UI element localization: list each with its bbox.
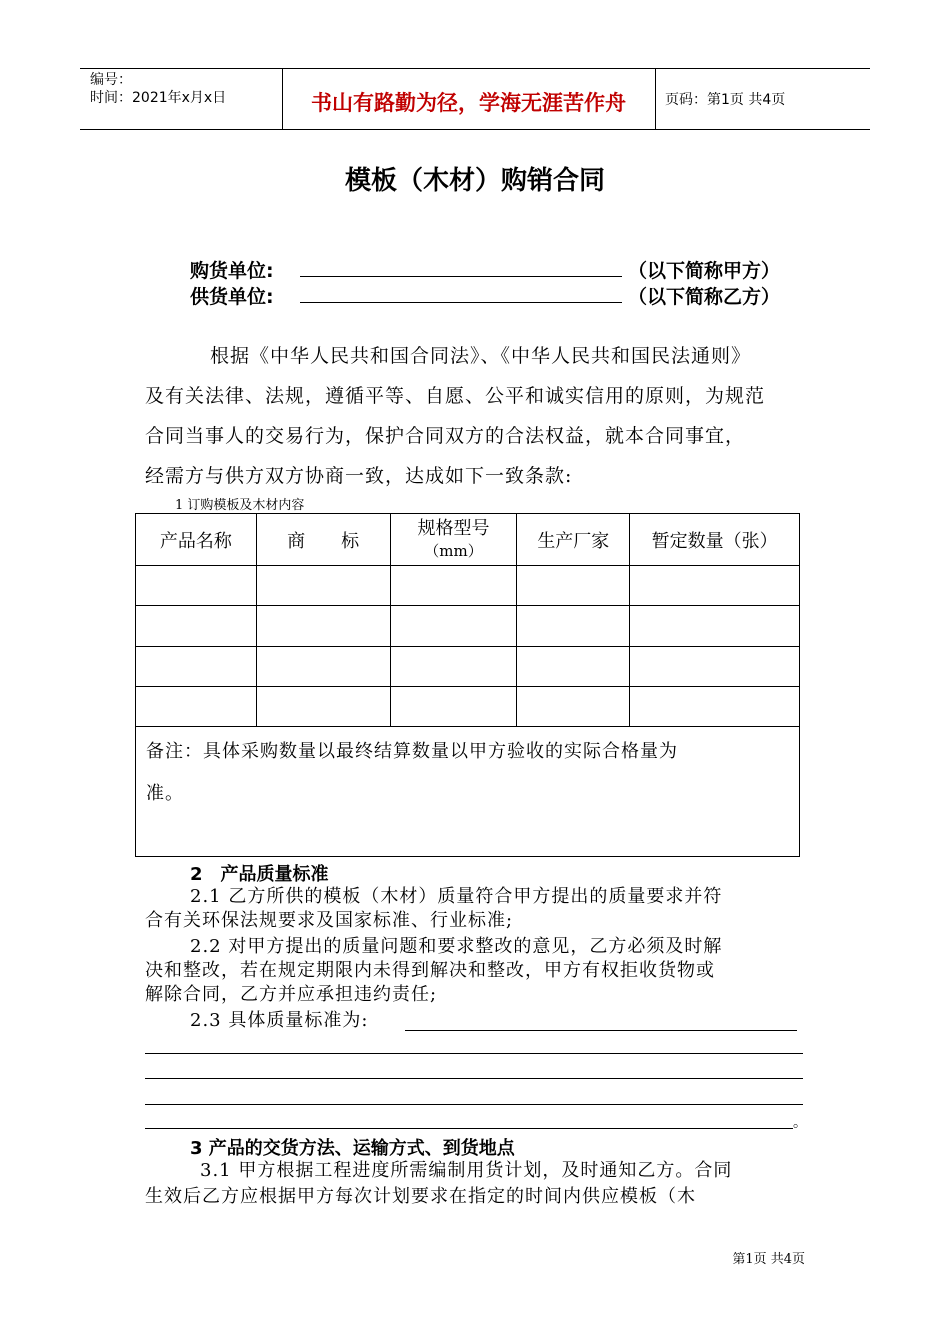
table-row [136,566,800,606]
section3-line: 生效后乙方应根据甲方每次计划要求在指定的时间内供应模板（木 [145,1186,696,1207]
table-row [136,606,800,647]
col-header-spec-line1: 规格型号 [417,517,490,539]
section2-line: 解除合同，乙方并应承担违约责任; [145,984,438,1005]
quality-standard-blank-line[interactable] [145,1104,803,1105]
table-row [136,687,800,727]
header-motto: 书山有路勤为径，学海无涯苦作舟 [311,91,626,115]
table-cell[interactable] [517,566,630,606]
document-number-label: 编号： [90,72,132,88]
page-header [80,68,870,130]
intro-line: 根据《中华人民共和国合同法》、《中华人民共和国民法通则》 [210,345,752,367]
col-header-trademark: 商 标 [256,514,390,566]
table-cell[interactable] [630,566,800,606]
table-note-line: 备注：具体采购数量以最终结算数量以甲方验收的实际合格量为 [146,741,678,762]
table-cell[interactable] [517,647,630,687]
document-date-label: 时间：2021年x月x日 [90,90,227,106]
section2-line: 决和整改，若在规定期限内未得到解决和整改，甲方有权拒收货物或 [145,960,715,981]
table-note-row [136,727,800,857]
table-cell[interactable] [256,647,390,687]
seller-label: 供货单位: [190,286,274,308]
table-cell[interactable] [256,606,390,647]
intro-line: 经需方与供方双方协商一致，达成如下一致条款: [145,465,573,487]
col-header-product: 产品名称 [136,514,257,566]
table-cell[interactable] [390,687,517,727]
section2-title: 2 产品质量标准 [190,864,329,885]
goods-table [135,513,800,857]
section2-line: 2.2 对甲方提出的质量问题和要求整改的意见，乙方必须及时解 [190,936,723,957]
section3-line: 3.1 甲方根据工程进度所需编制用货计划，及时通知乙方。合同 [200,1160,733,1181]
header-divider [655,69,656,129]
table-cell[interactable] [630,647,800,687]
table-cell[interactable] [630,687,800,727]
quality-standard-blank-line[interactable] [145,1078,803,1079]
col-header-manufacturer: 生产厂家 [517,514,630,566]
table-cell[interactable] [390,566,517,606]
table-cell[interactable] [256,566,390,606]
section2-end-mark: 。 [793,1115,808,1131]
table-cell[interactable] [390,606,517,647]
quality-standard-blank[interactable] [405,1008,797,1031]
contract-title: 模板（木材）购销合同 [344,166,605,196]
quality-standard-blank-line[interactable] [145,1128,793,1129]
table-header-row [136,514,800,566]
header-page-info: 页码：第1页 共4页 [665,92,786,108]
section2-line: 合有关环保法规要求及国家标准、行业标准; [145,910,514,931]
table-cell[interactable] [136,687,257,727]
table-cell[interactable] [136,566,257,606]
buyer-suffix: （以下简称甲方） [628,260,781,282]
table-note-cell [136,727,800,857]
col-header-spec-line2: （mm） [424,541,483,560]
table-cell[interactable] [390,647,517,687]
buyer-label: 购货单位: [190,260,274,282]
intro-line: 合同当事人的交易行为，保护合同双方的合法权益，就本合同事宜， [145,425,746,447]
section2-line: 2.1 乙方所供的模板（木材）质量符合甲方提出的质量要求并符 [190,886,723,907]
table-cell[interactable] [517,687,630,727]
table-cell[interactable] [630,606,800,647]
table-row [136,647,800,687]
quality-standard-blank-line[interactable] [145,1053,803,1054]
table-cell[interactable] [136,647,257,687]
page-footer: 第1页 共4页 [732,1252,805,1267]
section2-line: 2.3 具体质量标准为: [190,1010,369,1031]
section3-title: 3 产品的交货方法、运输方式、到货地点 [190,1138,515,1159]
seller-suffix: （以下简称乙方） [628,286,781,308]
seller-blank-field[interactable] [300,280,622,303]
table-cell[interactable] [136,606,257,647]
col-header-spec [390,514,517,566]
table-cell[interactable] [517,606,630,647]
table-cell[interactable] [256,687,390,727]
table-note-line: 准。 [146,783,184,804]
intro-line: 及有关法律、法规，遵循平等、自愿、公平和诚实信用的原则，为规范 [145,385,766,407]
col-header-quantity: 暂定数量（张） [630,514,800,566]
section1-title: 1 订购模板及木材内容 [175,498,305,513]
buyer-blank-field[interactable] [300,254,622,277]
